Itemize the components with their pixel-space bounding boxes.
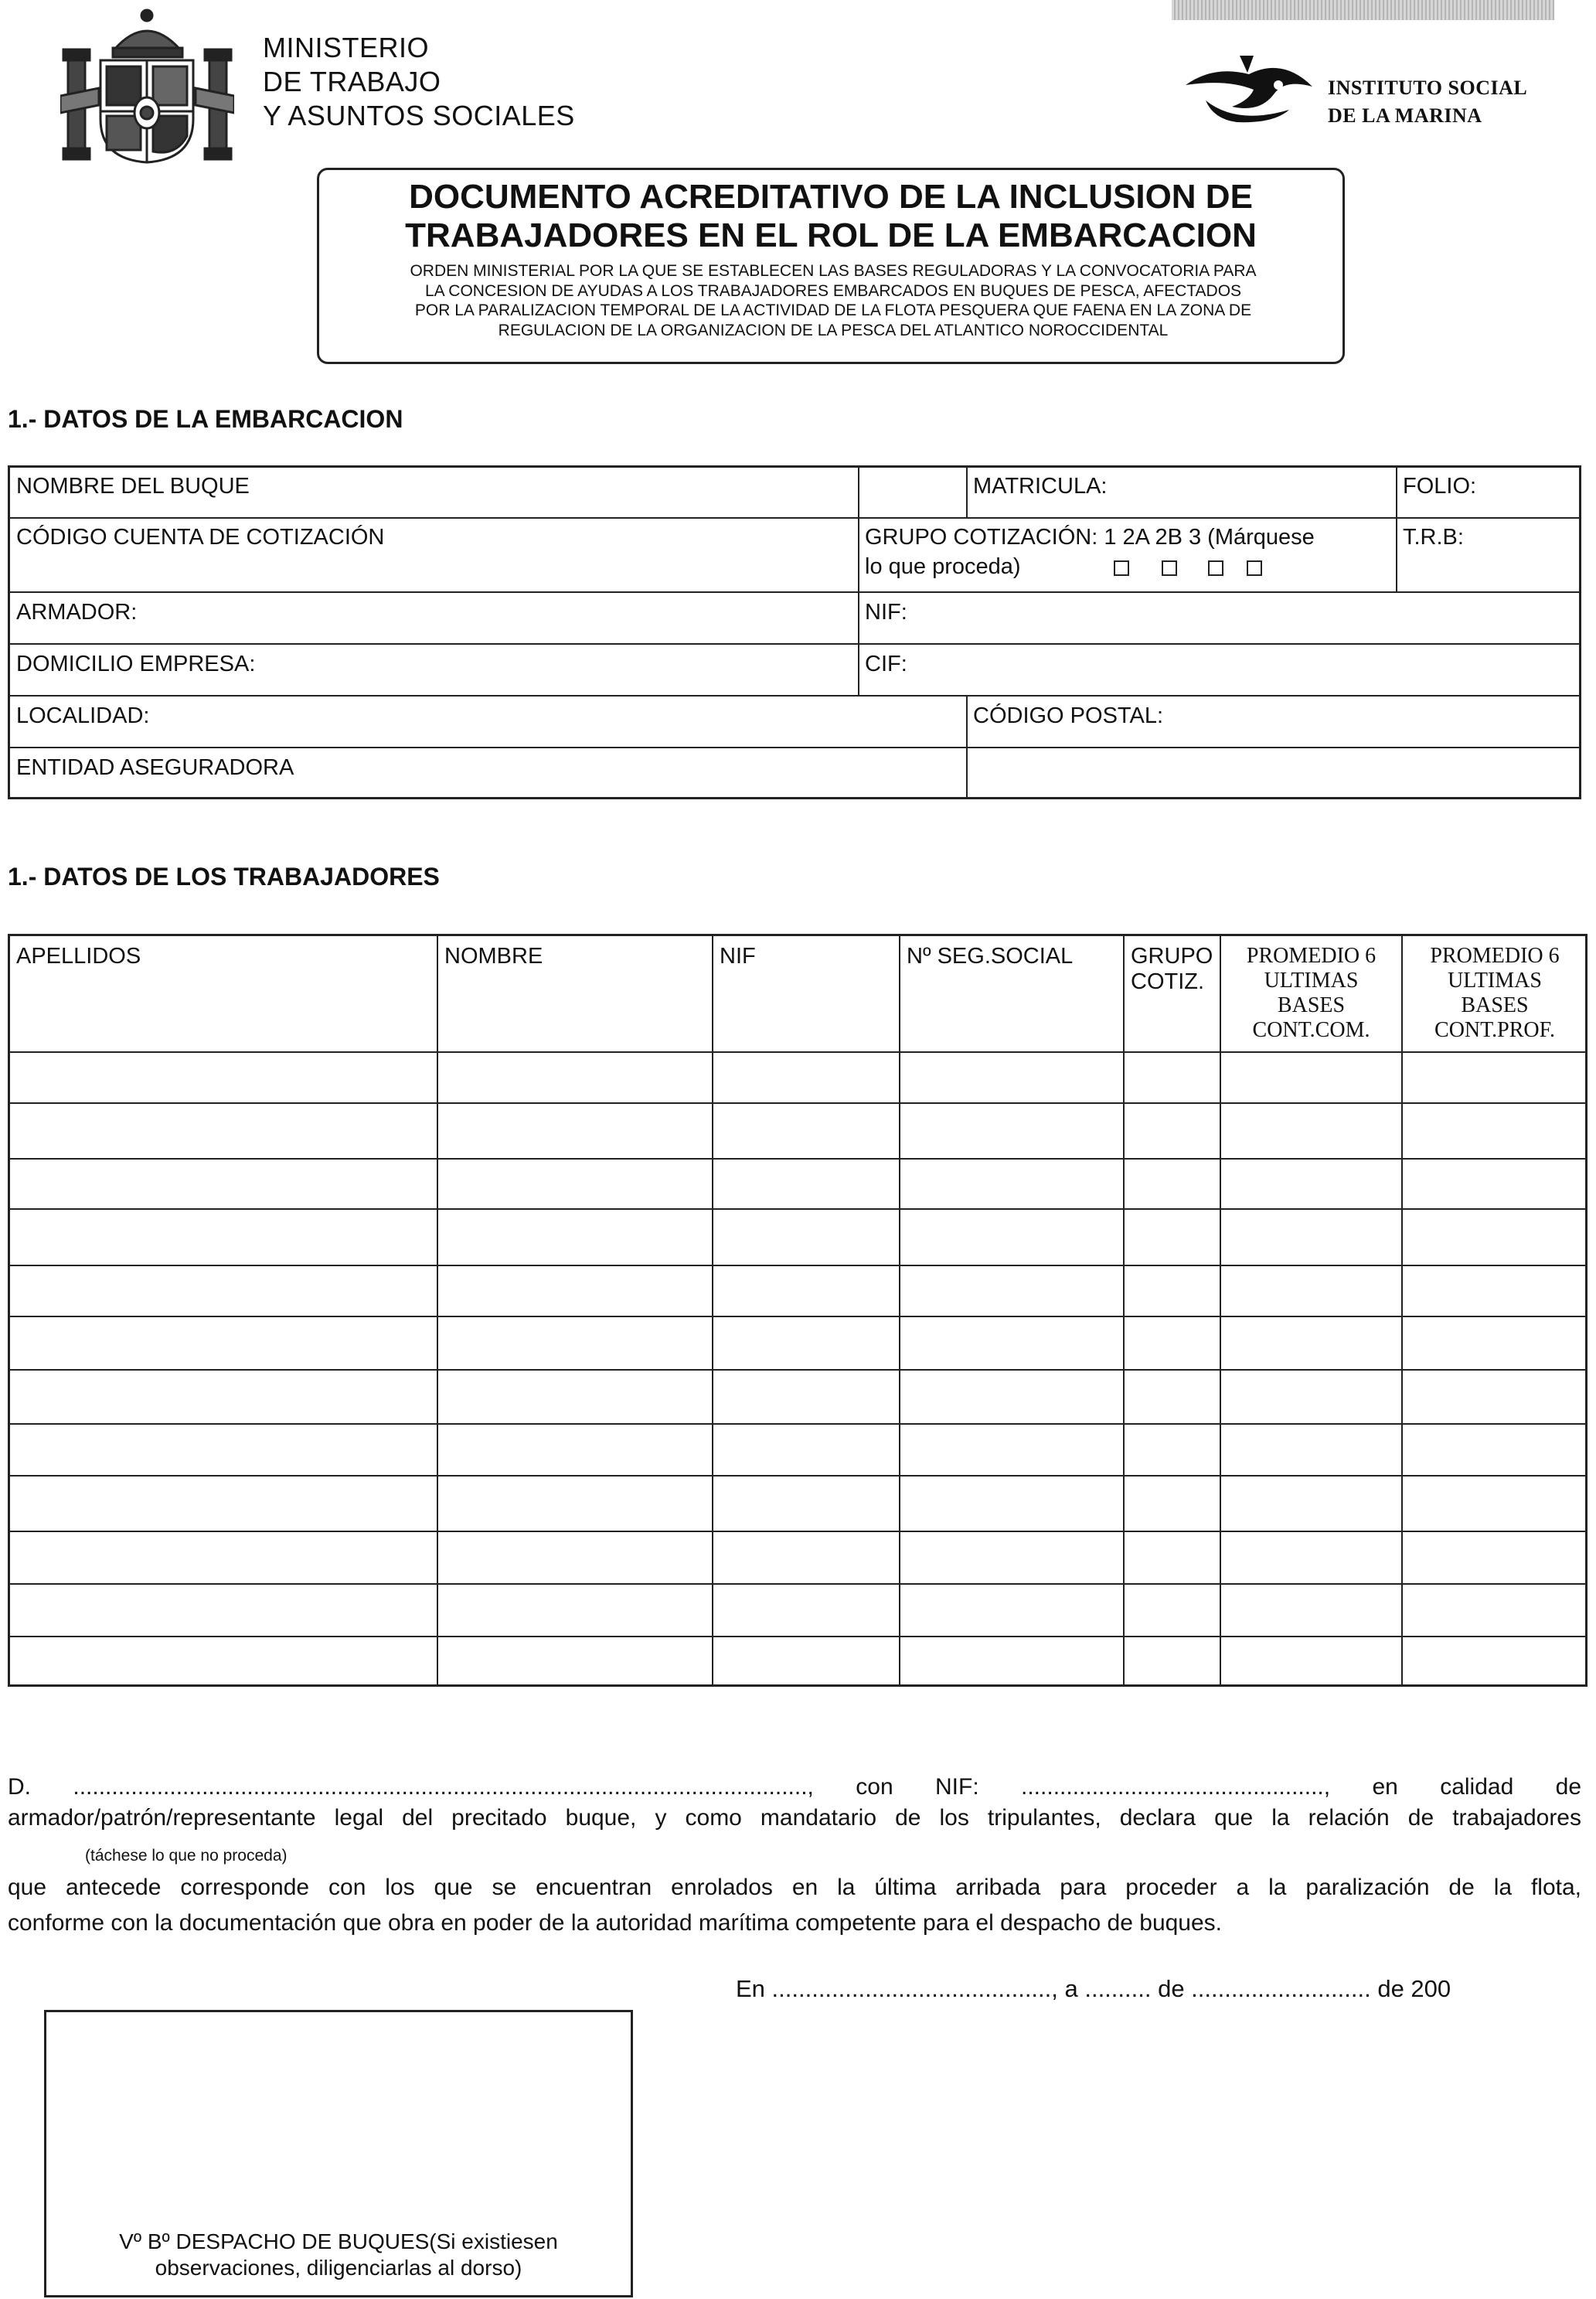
label-nif: NIF: — [865, 600, 907, 625]
label-matricula: MATRICULA: — [973, 474, 1108, 499]
ministry-line: MINISTERIO — [263, 32, 430, 63]
col-prom-com-line: ULTIMAS — [1264, 969, 1359, 993]
col-prom-com-line: BASES — [1277, 993, 1346, 1017]
label-grupo-cotizacion: GRUPO COTIZACIÓN: 1 2A 2B 3 (Márquese — [865, 525, 1315, 550]
col-prom-com-line: PROMEDIO 6 — [1246, 944, 1377, 968]
table-row — [10, 1475, 1585, 1476]
table-row — [10, 1208, 1585, 1210]
label-folio: FOLIO: — [1403, 474, 1477, 499]
coat-of-arms-logo — [60, 5, 234, 164]
declaration-note: (táchese lo que no proceda) — [85, 1847, 288, 1865]
col-prom-prof-line: ULTIMAS — [1448, 969, 1542, 993]
col-prom-prof-line: CONT.PROF. — [1434, 1018, 1555, 1042]
col-nif: NIF — [720, 944, 756, 969]
institute-name — [1328, 74, 1527, 130]
institute-line: INSTITUTO SOCIAL — [1328, 77, 1528, 99]
declaration-line-2: armador/patrón/representante legal del precitado buque, y como mandatario de los tripulantes, declara que la relación de trabajadores — [8, 1805, 1581, 1831]
table-rule — [10, 591, 1579, 593]
vb-box-line-2: observaciones, diligenciarlas al dorso) — [155, 2256, 522, 2280]
subtitle-line: REGULACION DE LA ORGANIZACION DE LA PESCA DEL ATLANTICO NOROCCIDENTAL — [498, 321, 1169, 339]
table-rule — [10, 695, 1579, 697]
table-row — [10, 1102, 1585, 1104]
vb-box-line-1: Vº Bº DESPACHO DE BUQUES(Si existiesen — [119, 2229, 558, 2253]
label-cif: CIF: — [865, 652, 907, 676]
col-prom-prof-line: BASES — [1461, 993, 1529, 1017]
vb-despacho-box — [44, 2010, 633, 2297]
table-rule — [966, 468, 968, 517]
col-prom-prof-line: PROMEDIO 6 — [1430, 944, 1560, 968]
table-rule — [1220, 936, 1221, 1684]
table-rule — [858, 468, 859, 695]
section-heading-workers: 1.- DATOS DE LOS TRABAJADORES — [8, 863, 440, 891]
label-entidad-aseguradora: ENTIDAD ASEGURADORA — [16, 755, 294, 780]
ministry-line: Y ASUNTOS SOCIALES — [263, 100, 575, 131]
label-trb: T.R.B: — [1403, 525, 1464, 550]
table-rule — [10, 747, 1579, 748]
col-nombre: NOMBRE — [444, 944, 543, 969]
subtitle-line: ORDEN MINISTERIAL POR LA QUE SE ESTABLECEN LAS BASES REGULADORAS Y LA CONVOCATORIA PARA — [410, 262, 1257, 280]
col-grupo-line: GRUPO — [1131, 944, 1213, 969]
document-title-line-2: TRABAJADORES EN EL ROL DE LA EMBARCACION — [405, 216, 1257, 254]
declaration-line-4: conforme con la documentación que obra en poder de la autoridad marítima competente para el despacho de buques. — [8, 1910, 1223, 1936]
col-grupo-line: COTIZ. — [1131, 969, 1205, 994]
col-nss: Nº SEG.SOCIAL — [907, 944, 1074, 969]
declaration-line-1: D. .................................................................................................................., con NIF: ..............................................., en calidad de — [8, 1774, 1581, 1800]
col-grupo-cotiz — [1131, 944, 1213, 995]
declaration-line-3: que antecede corresponde con los que se encuentran enrolados en la última arribada para proceder a la paralización de la flota, — [8, 1875, 1581, 1900]
col-promedio-prof — [1403, 944, 1587, 1043]
ministry-line: DE TRABAJO — [263, 66, 441, 97]
ministry-name — [263, 31, 575, 133]
place-date-line: En .........................................., a .......... de ........................... de 200 — [736, 1975, 1451, 2002]
label-domicilio: DOMICILIO EMPRESA: — [16, 652, 256, 676]
checkbox-grupo-1[interactable] — [1114, 560, 1129, 576]
label-codigo-cuenta: CÓDIGO CUENTA DE COTIZACIÓN — [16, 525, 385, 550]
subtitle-line: LA CONCESION DE AYUDAS A LOS TRABAJADORES EMBARCADOS EN BUQUES DE PESCA, AFECTADOS — [424, 281, 1242, 300]
table-rule — [10, 517, 1579, 519]
label-codigo-postal: CÓDIGO POSTAL: — [973, 703, 1164, 728]
table-row — [10, 1423, 1585, 1425]
checkbox-grupo-2b[interactable] — [1208, 560, 1223, 576]
title-box — [317, 168, 1345, 364]
col-prom-com-line: CONT.COM. — [1252, 1018, 1370, 1042]
table-rule — [437, 936, 438, 1684]
table-row — [10, 1583, 1585, 1585]
section-heading-vessel: 1.- DATOS DE LA EMBARCACION — [8, 405, 403, 433]
table-rule — [1401, 936, 1403, 1684]
table-row — [10, 1316, 1585, 1317]
table-row — [10, 1636, 1585, 1637]
table-rule — [10, 643, 1579, 645]
document-subtitle — [350, 261, 1316, 340]
workers-table — [8, 934, 1587, 1687]
checkbox-grupo-3[interactable] — [1247, 560, 1262, 576]
scan-stamp-bar — [1172, 0, 1554, 20]
label-grupo-note: lo que proceda) — [865, 554, 1021, 579]
table-row — [10, 1265, 1585, 1266]
institute-logo — [1183, 51, 1315, 127]
col-promedio-com — [1221, 944, 1401, 1043]
col-apellidos: APELLIDOS — [16, 944, 141, 969]
label-armador: ARMADOR: — [16, 600, 138, 625]
table-rule — [966, 695, 968, 799]
document-title-line-1: DOCUMENTO ACREDITATIVO DE LA INCLUSION DE — [409, 178, 1253, 216]
institute-line: DE LA MARINA — [1328, 104, 1482, 127]
table-rule — [712, 936, 713, 1684]
vessel-data-table — [8, 465, 1581, 799]
table-rule — [899, 936, 900, 1684]
label-nombre-buque: NOMBRE DEL BUQUE — [16, 474, 250, 499]
table-row — [10, 1051, 1585, 1053]
table-row — [10, 1531, 1585, 1532]
checkbox-grupo-2a[interactable] — [1162, 560, 1177, 576]
table-rule — [1123, 936, 1125, 1684]
label-localidad: LOCALIDAD: — [16, 703, 150, 728]
table-row — [10, 1158, 1585, 1160]
table-row — [10, 1369, 1585, 1371]
subtitle-line: POR LA PARALIZACION TEMPORAL DE LA ACTIVIDAD DE LA FLOTA PESQUERA QUE FAENA EN LA ZONA DE — [414, 301, 1252, 319]
table-rule — [1396, 468, 1397, 591]
